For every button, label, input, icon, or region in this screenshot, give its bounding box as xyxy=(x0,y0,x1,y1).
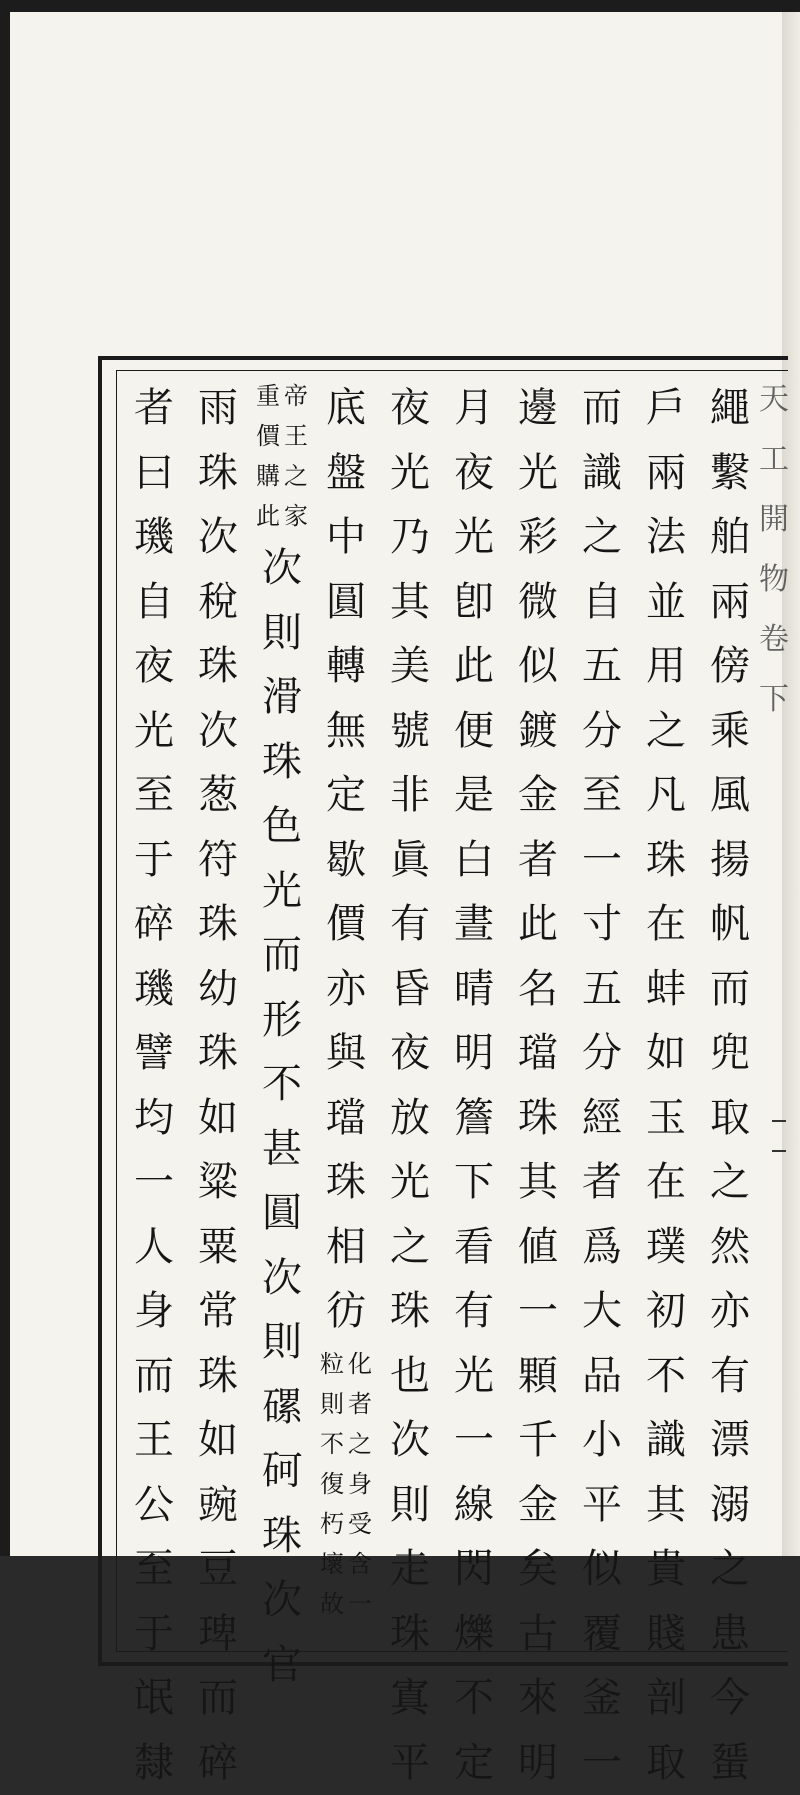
glyph: 形 xyxy=(262,988,302,1053)
glyph: 乃 xyxy=(390,505,430,570)
glyph: 于 xyxy=(134,1602,174,1667)
glyph: 月 xyxy=(454,376,494,441)
glyph: 之 xyxy=(646,699,686,764)
glyph: 用 xyxy=(646,634,686,699)
glyph: 亦 xyxy=(326,957,366,1022)
glyph: 光 xyxy=(390,441,430,506)
interlinear-note xyxy=(254,376,310,536)
glyph: 之 xyxy=(710,1537,750,1602)
glyph: 帆 xyxy=(710,892,750,957)
glyph: 而 xyxy=(134,1344,174,1409)
glyph: 珠 xyxy=(262,1504,302,1569)
glyph: 碎 xyxy=(134,892,174,957)
glyph: 珠 xyxy=(262,730,302,795)
glyph: 美 xyxy=(390,634,430,699)
glyph: 相 xyxy=(326,1215,366,1280)
glyph: 放 xyxy=(390,1086,430,1151)
book-top-edge xyxy=(0,0,800,12)
glyph: 品 xyxy=(582,1344,622,1409)
glyph: 珠 xyxy=(198,1344,238,1409)
glyph: 平 xyxy=(582,1473,622,1538)
glyph: 璣 xyxy=(134,505,174,570)
glyph: 漂 xyxy=(710,1408,750,1473)
glyph: 明 xyxy=(454,1021,494,1086)
glyph: 金 xyxy=(518,763,558,828)
glyph: 無 xyxy=(326,699,366,764)
glyph: 晴 xyxy=(454,957,494,1022)
note-left-line: 粒 則 不 復 朽 壞 故 xyxy=(318,1344,346,1624)
glyph: 珠 xyxy=(198,1021,238,1086)
note-left-line: 重 價 購 此 xyxy=(254,376,282,536)
glyph: 自 xyxy=(134,570,174,635)
glyph: 不 xyxy=(454,1666,494,1731)
glyph: 粟 xyxy=(198,1215,238,1280)
glyph: 珠 xyxy=(198,441,238,506)
glyph: 至 xyxy=(582,763,622,828)
glyph: 次 xyxy=(198,699,238,764)
glyph: 看 xyxy=(454,1215,494,1280)
glyph: 于 xyxy=(134,828,174,893)
glyph: 非 xyxy=(390,763,430,828)
glyph: 珠 xyxy=(198,634,238,699)
glyph: 不 xyxy=(646,1344,686,1409)
glyph: 砢 xyxy=(262,1439,302,1504)
glyph: 與 xyxy=(326,1021,366,1086)
glyph: 者 xyxy=(518,828,558,893)
glyph: 珠 xyxy=(390,1279,430,1344)
glyph: 稅 xyxy=(198,570,238,635)
glyph: 不 xyxy=(262,1052,302,1117)
text-column xyxy=(378,376,442,1795)
glyph: 初 xyxy=(646,1279,686,1344)
glyph: 官 xyxy=(262,1633,302,1698)
glyph: 兩 xyxy=(646,441,686,506)
folio-mark-2 xyxy=(772,1150,786,1152)
glyph: 光 xyxy=(454,1344,494,1409)
glyph: 此 xyxy=(518,892,558,957)
text-column xyxy=(698,376,762,1795)
glyph: 底 xyxy=(326,376,366,441)
glyph: 似 xyxy=(518,634,558,699)
text-column xyxy=(570,376,634,1795)
glyph: 揚 xyxy=(710,828,750,893)
glyph: 兩 xyxy=(710,570,750,635)
glyph: 磥 xyxy=(262,1375,302,1440)
glyph: 金 xyxy=(518,1473,558,1538)
glyph: 者 xyxy=(582,1150,622,1215)
glyph: 珠 xyxy=(518,1086,558,1151)
glyph: 譬 xyxy=(134,1021,174,1086)
glyph: 有 xyxy=(454,1279,494,1344)
glyph: 葱 xyxy=(198,763,238,828)
glyph: 圓 xyxy=(262,1181,302,1246)
glyph: 識 xyxy=(646,1408,686,1473)
glyph: 五 xyxy=(582,634,622,699)
glyph: 也 xyxy=(390,1344,430,1409)
glyph: 珠 xyxy=(646,828,686,893)
glyph: 一 xyxy=(518,1279,558,1344)
glyph: 其 xyxy=(390,570,430,635)
glyph: 次 xyxy=(262,1246,302,1311)
glyph: 凡 xyxy=(646,763,686,828)
glyph: 繫 xyxy=(710,441,750,506)
glyph: 其 xyxy=(646,1473,686,1538)
glyph: 微 xyxy=(518,570,558,635)
glyph: 取 xyxy=(646,1731,686,1795)
glyph: 夜 xyxy=(454,441,494,506)
glyph: 玉 xyxy=(646,1086,686,1151)
glyph: 來 xyxy=(518,1666,558,1731)
glyph: 其 xyxy=(518,1150,558,1215)
glyph: 如 xyxy=(646,1021,686,1086)
glyph: 有 xyxy=(390,892,430,957)
glyph: 至 xyxy=(134,763,174,828)
glyph: 並 xyxy=(646,570,686,635)
glyph: 爲 xyxy=(582,1215,622,1280)
glyph: 分 xyxy=(582,1021,622,1086)
glyph: 者 xyxy=(134,376,174,441)
book-spine-edge xyxy=(0,12,10,1556)
glyph: 彩 xyxy=(518,505,558,570)
glyph: 閃 xyxy=(454,1537,494,1602)
text-column xyxy=(250,376,314,1697)
glyph: 小 xyxy=(582,1408,622,1473)
glyph: 自 xyxy=(582,570,622,635)
glyph: 五 xyxy=(582,957,622,1022)
glyph: 傍 xyxy=(710,634,750,699)
note-right-line: 化 者 之 身 受 含 一 xyxy=(346,1344,374,1624)
glyph: 公 xyxy=(134,1473,174,1538)
glyph: 身 xyxy=(134,1279,174,1344)
glyph: 寘 xyxy=(390,1666,430,1731)
glyph: 次 xyxy=(262,1568,302,1633)
glyph: 一 xyxy=(454,1408,494,1473)
glyph: 歇 xyxy=(326,828,366,893)
glyph: 蜑 xyxy=(710,1731,750,1795)
glyph: 光 xyxy=(390,1150,430,1215)
glyph: 璣 xyxy=(134,957,174,1022)
glyph: 千 xyxy=(518,1408,558,1473)
glyph: 今 xyxy=(710,1666,750,1731)
glyph: 取 xyxy=(710,1086,750,1151)
glyph: 風 xyxy=(710,763,750,828)
glyph: 均 xyxy=(134,1086,174,1151)
glyph: 如 xyxy=(198,1408,238,1473)
glyph: 璞 xyxy=(646,1215,686,1280)
glyph: 線 xyxy=(454,1473,494,1538)
glyph: 一 xyxy=(134,1150,174,1215)
glyph: 定 xyxy=(454,1731,494,1795)
glyph: 則 xyxy=(262,601,302,666)
glyph: 寸 xyxy=(582,892,622,957)
glyph: 價 xyxy=(326,892,366,957)
glyph: 次 xyxy=(390,1408,430,1473)
text-column xyxy=(506,376,570,1795)
glyph: 昏 xyxy=(390,957,430,1022)
glyph: 如 xyxy=(198,1086,238,1151)
glyph: 曰 xyxy=(134,441,174,506)
glyph: 之 xyxy=(390,1215,430,1280)
glyph: 亦 xyxy=(710,1279,750,1344)
glyph: 隸 xyxy=(134,1731,174,1795)
glyph: 至 xyxy=(134,1537,174,1602)
glyph: 繩 xyxy=(710,376,750,441)
text-column xyxy=(634,376,698,1795)
glyph: 乘 xyxy=(710,699,750,764)
glyph: 卽 xyxy=(454,570,494,635)
note-right-line: 帝 王 之 家 xyxy=(282,376,310,536)
glyph: 大 xyxy=(582,1279,622,1344)
glyph: 中 xyxy=(326,505,366,570)
glyph: 璫 xyxy=(518,1021,558,1086)
glyph: 舶 xyxy=(710,505,750,570)
glyph: 王 xyxy=(134,1408,174,1473)
glyph: 名 xyxy=(518,957,558,1022)
glyph: 覆 xyxy=(582,1602,622,1667)
glyph: 而 xyxy=(262,923,302,988)
glyph: 珠 xyxy=(198,892,238,957)
glyph: 滑 xyxy=(262,665,302,730)
glyph: 貴 xyxy=(646,1537,686,1602)
glyph: 盤 xyxy=(326,441,366,506)
glyph: 釜 xyxy=(582,1666,622,1731)
glyph: 轉 xyxy=(326,634,366,699)
glyph: 似 xyxy=(582,1537,622,1602)
glyph: 經 xyxy=(582,1086,622,1151)
glyph: 晝 xyxy=(454,892,494,957)
glyph: 豆 xyxy=(198,1537,238,1602)
glyph: 琕 xyxy=(198,1602,238,1667)
text-column xyxy=(314,376,378,1624)
glyph: 色 xyxy=(262,794,302,859)
glyph: 光 xyxy=(262,859,302,924)
glyph: 戶 xyxy=(646,376,686,441)
glyph: 夜 xyxy=(390,376,430,441)
glyph: 符 xyxy=(198,828,238,893)
glyph: 光 xyxy=(134,699,174,764)
glyph: 圓 xyxy=(326,570,366,635)
glyph: 雨 xyxy=(198,376,238,441)
glyph: 珠 xyxy=(326,1150,366,1215)
glyph: 剖 xyxy=(646,1666,686,1731)
glyph: 顆 xyxy=(518,1344,558,1409)
glyph: 走 xyxy=(390,1537,430,1602)
glyph: 分 xyxy=(582,699,622,764)
glyph: 人 xyxy=(134,1215,174,1280)
glyph: 而 xyxy=(198,1666,238,1731)
glyph: 次 xyxy=(262,536,302,601)
glyph: 是 xyxy=(454,763,494,828)
glyph: 値 xyxy=(518,1215,558,1280)
glyph: 矣 xyxy=(518,1537,558,1602)
glyph: 然 xyxy=(710,1215,750,1280)
glyph: 粱 xyxy=(198,1150,238,1215)
text-column xyxy=(442,376,506,1795)
glyph: 豌 xyxy=(198,1473,238,1538)
glyph: 之 xyxy=(582,505,622,570)
folio-mark xyxy=(772,1120,786,1160)
glyph: 甚 xyxy=(262,1117,302,1182)
glyph: 在 xyxy=(646,1150,686,1215)
glyph: 夜 xyxy=(134,634,174,699)
glyph: 光 xyxy=(454,505,494,570)
glyph: 法 xyxy=(646,505,686,570)
glyph: 號 xyxy=(390,699,430,764)
glyph: 便 xyxy=(454,699,494,764)
glyph: 鍍 xyxy=(518,699,558,764)
text-column xyxy=(186,376,250,1795)
glyph: 兜 xyxy=(710,1021,750,1086)
glyph: 簷 xyxy=(454,1086,494,1151)
glyph: 有 xyxy=(710,1344,750,1409)
glyph: 明 xyxy=(518,1731,558,1795)
glyph: 定 xyxy=(326,763,366,828)
glyph: 而 xyxy=(710,957,750,1022)
glyph: 患 xyxy=(710,1602,750,1667)
glyph: 光 xyxy=(518,441,558,506)
glyph: 識 xyxy=(582,441,622,506)
glyph: 蚌 xyxy=(646,957,686,1022)
glyph: 次 xyxy=(198,505,238,570)
glyph: 賤 xyxy=(646,1602,686,1667)
glyph: 彷 xyxy=(326,1279,366,1344)
glyph: 眞 xyxy=(390,828,430,893)
text-column xyxy=(122,376,186,1795)
glyph: 之 xyxy=(710,1150,750,1215)
glyph: 邊 xyxy=(518,376,558,441)
glyph: 碎 xyxy=(198,1731,238,1795)
glyph: 溺 xyxy=(710,1473,750,1538)
glyph: 常 xyxy=(198,1279,238,1344)
glyph: 一 xyxy=(582,828,622,893)
edge-title: 天 工 開 物 卷 下 xyxy=(760,370,788,660)
glyph: 在 xyxy=(646,892,686,957)
glyph: 幼 xyxy=(198,957,238,1022)
glyph: 而 xyxy=(582,376,622,441)
glyph: 此 xyxy=(454,634,494,699)
glyph: 則 xyxy=(262,1310,302,1375)
glyph: 夜 xyxy=(390,1021,430,1086)
glyph: 珠 xyxy=(390,1602,430,1667)
interlinear-note xyxy=(318,1344,374,1624)
glyph: 古 xyxy=(518,1602,558,1667)
glyph: 一 xyxy=(582,1731,622,1795)
glyph: 璫 xyxy=(326,1086,366,1151)
glyph: 平 xyxy=(390,1731,430,1795)
glyph: 氓 xyxy=(134,1666,174,1731)
glyph: 下 xyxy=(454,1150,494,1215)
glyph: 則 xyxy=(390,1473,430,1538)
glyph: 爍 xyxy=(454,1602,494,1667)
glyph: 白 xyxy=(454,828,494,893)
